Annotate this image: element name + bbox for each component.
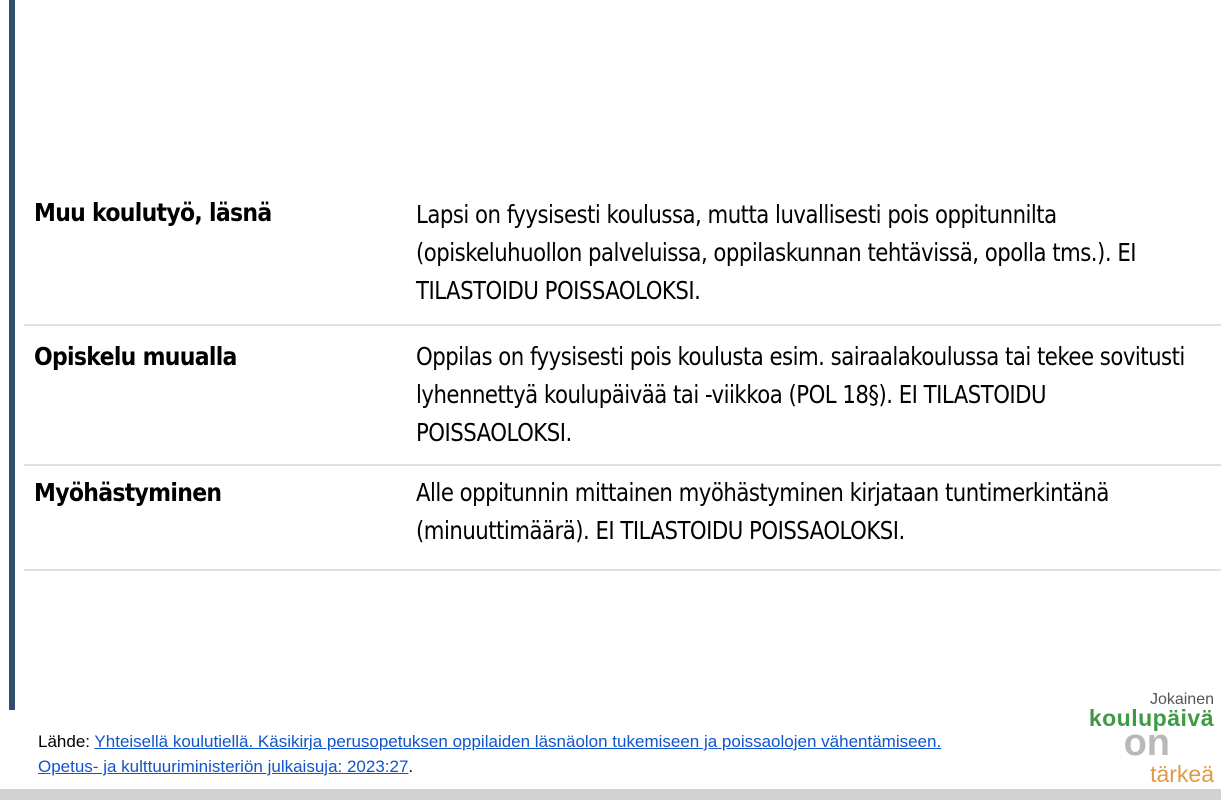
- logo-line-koulupaiva: koulupäivä: [1088, 705, 1214, 731]
- row-term: Opiskelu muualla: [34, 342, 237, 371]
- source-citation: [38, 729, 998, 779]
- source-trailing: .: [408, 757, 414, 776]
- row-description: Lapsi on fyysisesti koulussa, mutta luvallisesti pois oppitunnilta (opiskeluhuollon palveluissa, oppilaskunnan tehtävissä, opolla tms.). EI TILASTOIDU POISSAOLOKSI.: [416, 200, 1137, 305]
- bottom-divider-strip: [0, 789, 1221, 800]
- campaign-logo: [1050, 690, 1218, 790]
- table-row: [24, 178, 1221, 326]
- row-term: Myöhästyminen: [34, 478, 222, 507]
- row-term: Muu koulutyö, läsnä: [34, 198, 272, 227]
- left-accent-bar: [9, 0, 15, 710]
- absence-category-table: [24, 178, 1221, 571]
- source-label: Lähde:: [38, 732, 95, 751]
- logo-line-tarkea: tärkeä: [1150, 761, 1214, 787]
- table-row: [24, 326, 1221, 466]
- table-row: [24, 466, 1221, 571]
- row-description: Alle oppitunnin mittainen myöhästyminen kirjataan tuntimerkintänä (minuuttimäärä). EI TILASTOIDU POISSAOLOKSI.: [416, 478, 1109, 545]
- logo-line-on: on: [1123, 722, 1170, 764]
- logo-line-jokainen: Jokainen: [1149, 691, 1214, 708]
- row-description: Oppilas on fyysisesti pois koulusta esim. sairaalakoulussa tai tekee sovitusti lyhennettyä koulupäivää tai -viikkoa (POL 18§). EI TILASTOIDU POISSAOLOKSI.: [416, 342, 1185, 447]
- source-link[interactable]: Yhteisellä koulutiellä. Käsikirja perusopetuksen oppilaiden läsnäolon tukemiseen ja poissaolojen vähentämiseen. Opetus- ja kulttuuriministeriön julkaisuja: 2023:27: [38, 732, 942, 776]
